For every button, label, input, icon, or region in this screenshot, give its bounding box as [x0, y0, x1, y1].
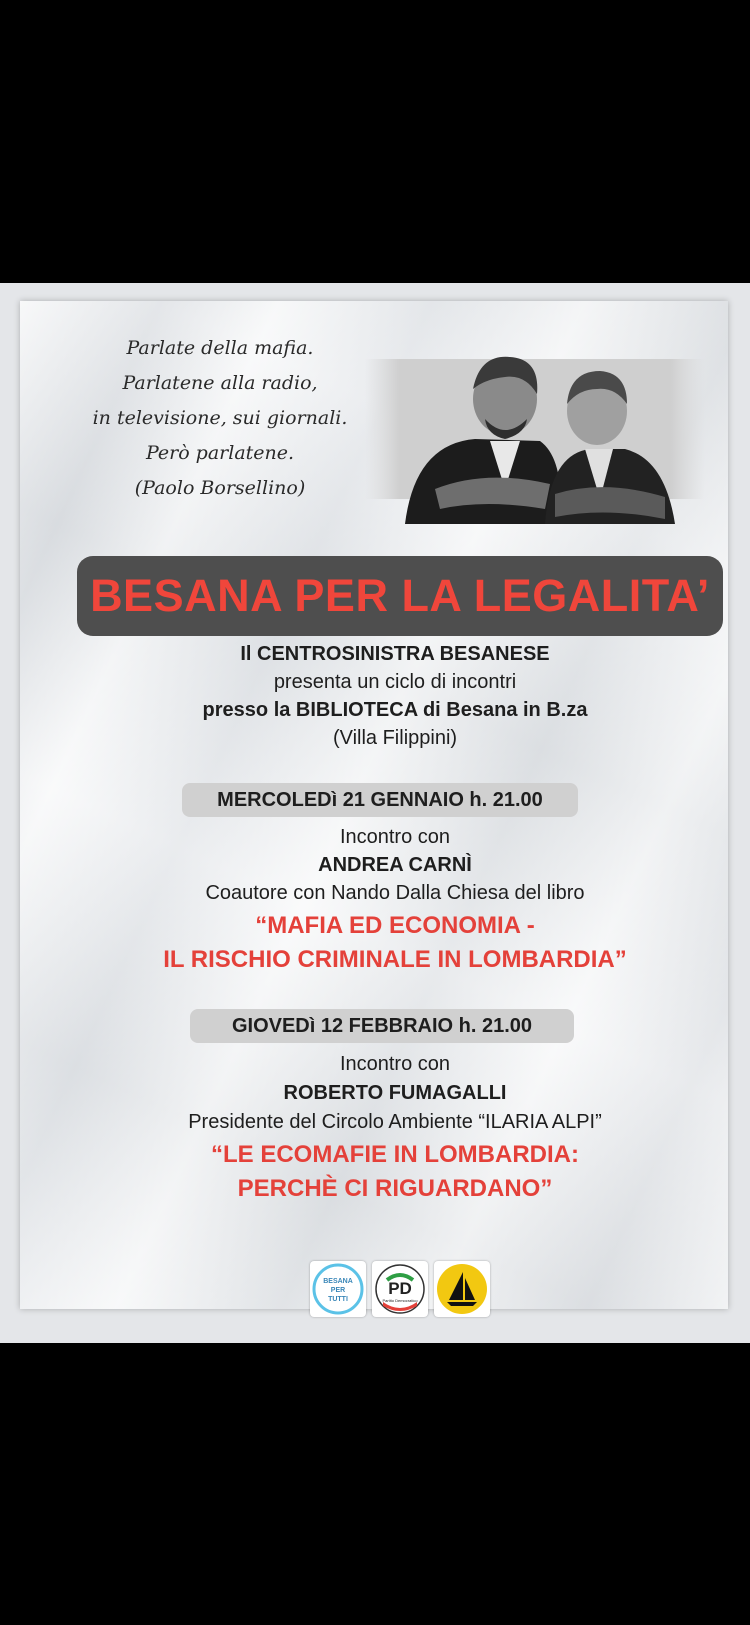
event-role: Coautore con Nando Dalla Chiesa del libro: [205, 882, 585, 904]
event-date-pill: [190, 1009, 574, 1043]
organizer: Il CENTROSINISTRA BESANESE: [240, 643, 550, 665]
portrait-photo: [365, 349, 705, 524]
venue: presso la BIBLIOTECA di Besana in B.za: [202, 699, 588, 721]
event-date: GIOVEDì 12 FEBBRAIO h. 21.00: [231, 1014, 533, 1037]
borsellino-quote: [70, 331, 370, 506]
event-title: “MAFIA ED ECONOMIA -: [255, 912, 535, 939]
event-title: PERCHÈ CI RIGUARDANO”: [237, 1175, 553, 1202]
event-intro: Incontro con: [339, 1053, 451, 1075]
quote-line: Parlate della mafia.: [126, 337, 314, 359]
title-banner: [77, 556, 723, 636]
quote-author: (Paolo Borsellino): [134, 477, 306, 499]
logo-text: PER: [330, 1287, 346, 1294]
intro-text: presenta un ciclo di incontri: [273, 671, 517, 693]
pd-logo: [372, 1261, 428, 1317]
poster: [0, 283, 750, 1343]
event-speaker: ANDREA CARNÌ: [318, 854, 472, 876]
logo-text: Partito Democratico: [382, 1298, 418, 1303]
besana-per-tutti-logo: [310, 1261, 366, 1317]
page-title: BESANA PER LA LEGALITA’: [90, 570, 710, 621]
event-intro: Incontro con: [339, 826, 451, 848]
logo-text: BESANA: [323, 1278, 353, 1285]
crumpled-paper-background: [20, 301, 728, 1309]
quote-line: Però parlatene.: [145, 442, 295, 464]
logo-text: TUTTI: [328, 1296, 348, 1303]
quote-line: in televisione, sui giornali.: [92, 407, 348, 429]
event-title: IL RISCHIO CRIMINALE IN LOMBARDIA”: [163, 946, 627, 973]
logo-text: PD: [388, 1279, 412, 1298]
event-title: “LE ECOMAFIE IN LOMBARDIA:: [211, 1141, 579, 1168]
quote-line: Parlatene alla radio,: [122, 372, 318, 394]
sponsor-logos: [310, 1261, 490, 1321]
event-speaker: ROBERTO FUMAGALLI: [283, 1082, 507, 1104]
event-date-pill: [182, 783, 578, 817]
event-date: MERCOLEDì 21 GENNAIO h. 21.00: [217, 788, 543, 811]
venue-detail: (Villa Filippini): [332, 727, 458, 749]
sailboat-logo: [434, 1261, 490, 1317]
event-role: Presidente del Circolo Ambiente “ILARIA ALPI”: [188, 1111, 602, 1133]
